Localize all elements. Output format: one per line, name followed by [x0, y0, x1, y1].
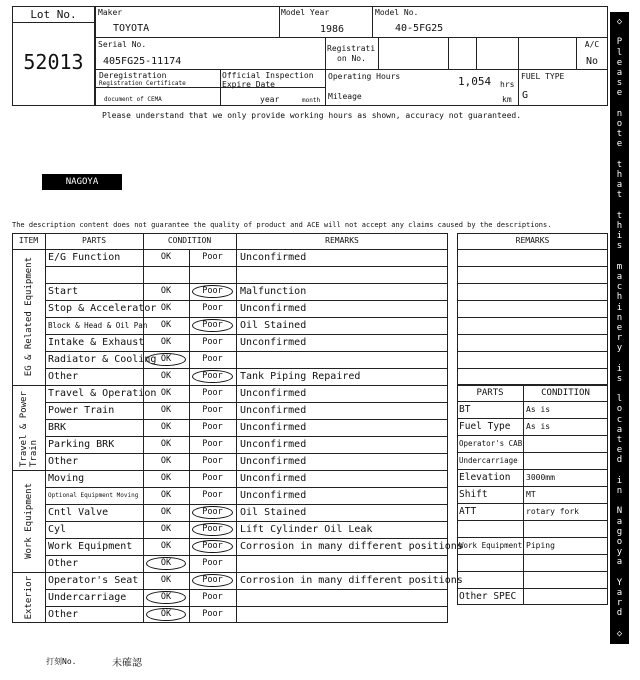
model-year-label: Model Year	[281, 8, 330, 17]
row-part-label: Travel & Operation	[48, 388, 157, 399]
ok-option: OK	[160, 405, 172, 415]
sidebar-char: e	[616, 139, 623, 150]
poor-option: Poor	[202, 286, 223, 296]
sidebar-char: r	[616, 598, 623, 609]
poor-circle-mark	[192, 285, 233, 298]
row-remark: Corrosion in many different positions	[240, 575, 463, 586]
sidebar-char: a	[616, 424, 623, 435]
spec-value: Piping	[526, 541, 555, 550]
ok-option: OK	[160, 439, 172, 449]
lot-no-label: Lot No.	[30, 8, 77, 21]
sidebar-char: y	[616, 343, 623, 354]
row-remark: Unconfirmed	[240, 252, 307, 263]
ok-option: OK	[160, 337, 172, 347]
row-part-label: Parking BRK	[48, 439, 115, 450]
remarks-row-line	[457, 317, 608, 318]
sidebar-char: s	[616, 78, 623, 89]
sidebar-char: ◇	[616, 628, 623, 639]
operating-hours-notice: Please understand that we only provide working hours as shown, accuracy not guaranteed.	[102, 111, 522, 120]
ok-option: OK	[160, 252, 172, 262]
row-part-label: Other	[48, 558, 79, 569]
ok-option: OK	[160, 558, 172, 568]
spec-part-label: Undercarriage	[459, 456, 518, 465]
poor-circle-mark	[192, 540, 233, 553]
sidebar-char: t	[616, 129, 623, 140]
poor-circle-mark	[192, 574, 233, 587]
sidebar-char: o	[616, 537, 623, 548]
col-parts-header: PARTS	[81, 236, 107, 245]
poor-option: Poor	[202, 524, 223, 534]
sidebar-char: l	[616, 394, 623, 405]
remarks-frame	[457, 233, 608, 385]
fuel-type-value: G	[522, 90, 529, 101]
remarks-row-line	[457, 368, 608, 369]
mileage-label: Mileage	[328, 92, 362, 101]
official-inspection-label-2: Expire Date	[222, 80, 275, 89]
row-remark: Unconfirmed	[240, 303, 307, 314]
sidebar-char: i	[616, 302, 623, 313]
table-col-line	[236, 233, 237, 623]
row-part-label: E/G Function	[48, 252, 121, 263]
sidebar-char: t	[616, 435, 623, 446]
sidebar-char: a	[616, 271, 623, 282]
row-part-label: Cyl	[48, 524, 67, 535]
row-part-label: Optional Equipment Moving	[48, 492, 139, 499]
spec-value: As is	[526, 405, 551, 414]
group-label: Travel & Power Train	[18, 391, 39, 467]
serial-no-value: 405FG25-11174	[103, 56, 182, 67]
ok-option: OK	[160, 609, 172, 619]
sidebar-char: a	[616, 557, 623, 568]
col-item-header: ITEM	[18, 236, 39, 245]
deregistration-label: Deregistration	[99, 71, 167, 80]
spec-part-label: Elevation	[459, 472, 511, 483]
poor-option: Poor	[202, 473, 223, 483]
poor-option: Poor	[202, 405, 223, 415]
group-label-cell	[12, 470, 45, 572]
poor-circle-mark	[192, 319, 233, 332]
sidebar-char: h	[616, 292, 623, 303]
poor-option: Poor	[202, 456, 223, 466]
ok-option: OK	[160, 490, 172, 500]
poor-option: Poor	[202, 388, 223, 398]
spec-part-label: BT	[459, 404, 471, 415]
spec-row-line	[457, 520, 608, 521]
row-remark: Unconfirmed	[240, 388, 307, 399]
row-part-label: BRK	[48, 422, 67, 433]
maker-label: Maker	[98, 8, 123, 17]
sidebar-char: h	[616, 220, 623, 231]
row-part-label: Power Train	[48, 405, 115, 416]
ac-label: A/C	[584, 40, 600, 49]
spec-value: rotary fork	[526, 507, 579, 516]
km-label: km	[502, 95, 512, 104]
row-remark: Unconfirmed	[240, 456, 307, 467]
row-line	[45, 606, 448, 607]
sidebar-char: m	[616, 261, 623, 272]
row-remark: Unconfirmed	[240, 337, 307, 348]
poor-option: Poor	[202, 371, 223, 381]
spec-part-label: Operator's CAB	[459, 439, 523, 448]
group-label: Exterior	[23, 575, 34, 620]
poor-option: Poor	[202, 439, 223, 449]
row-remark: Unconfirmed	[240, 422, 307, 433]
document-of-cema-label: document of CEMA	[104, 96, 162, 103]
spec-value: 3000mm	[526, 473, 555, 482]
year-label: year	[260, 95, 280, 104]
sidebar-char: a	[616, 588, 623, 599]
sidebar-char: N	[616, 506, 623, 517]
poor-option: Poor	[202, 558, 223, 568]
poor-option: Poor	[202, 320, 223, 330]
ok-option: OK	[160, 422, 172, 432]
sidebar-char: r	[616, 333, 623, 344]
poor-option: Poor	[202, 575, 223, 585]
spec-row-line	[457, 554, 608, 555]
row-remark: Lift Cylinder Oil Leak	[240, 524, 373, 535]
sidebar-char: l	[616, 47, 623, 58]
row-remark: Malfunction	[240, 286, 307, 297]
remarks-row-line	[457, 283, 608, 284]
ok-option: OK	[160, 507, 172, 517]
poor-circle-mark	[192, 523, 233, 536]
sidebar-char: o	[616, 118, 623, 129]
row-part-label: Work Equipment	[48, 541, 133, 552]
ok-option: OK	[160, 286, 172, 296]
group-label-cell	[12, 249, 45, 385]
ok-circle-mark	[146, 353, 186, 366]
row-part-label: Other	[48, 609, 79, 620]
sidebar-char: i	[616, 363, 623, 374]
remarks-row-line	[457, 266, 608, 267]
row-part-label: Other	[48, 371, 79, 382]
sidebar-char: ◇	[616, 17, 623, 27]
col-remarks-header: REMARKS	[325, 236, 359, 245]
ok-option: OK	[160, 320, 172, 330]
model-no-value: 40-5FG25	[395, 23, 444, 34]
row-part-label: Cntl Valve	[48, 507, 109, 518]
ok-option: OK	[160, 456, 172, 466]
poor-option: Poor	[202, 507, 223, 517]
ok-option: OK	[160, 303, 172, 313]
sidebar-char: t	[616, 210, 623, 221]
row-part-label: Moving	[48, 473, 85, 484]
sidebar-char: d	[616, 608, 623, 619]
remarks-row-line	[457, 334, 608, 335]
sidebar-char: a	[616, 516, 623, 527]
row-remark: Unconfirmed	[240, 439, 307, 450]
row-remark: Unconfirmed	[240, 405, 307, 416]
sidebar-char: c	[616, 414, 623, 425]
location-note-sidebar	[610, 12, 629, 644]
row-remark: Oil Stained	[240, 507, 307, 518]
poor-option: Poor	[202, 609, 223, 619]
serial-no-label: Serial No.	[98, 40, 147, 49]
sidebar-char: n	[616, 312, 623, 323]
row-part-label: Other	[48, 456, 79, 467]
disclaimer-text: The description content does not guarantee the quality of product and ACE will not accept any claims caused by the descriptions.	[12, 221, 552, 229]
row-part-label: Block & Head & Oil Pan	[48, 321, 148, 330]
row-line	[45, 266, 448, 267]
spec-part-label: Shift	[459, 489, 488, 500]
sidebar-char: a	[616, 180, 623, 191]
sidebar-char: P	[616, 37, 623, 48]
row-remark: Unconfirmed	[240, 490, 307, 501]
ok-option: OK	[160, 541, 172, 551]
ac-value: No	[585, 56, 599, 67]
poor-option: Poor	[202, 541, 223, 551]
poor-circle-mark	[192, 370, 233, 383]
row-part-label: Stop & Accelerator	[48, 303, 157, 314]
row-part-label: Intake & Exhaust	[48, 337, 145, 348]
row-line	[45, 555, 448, 556]
spec-parts-header: PARTS	[476, 388, 504, 398]
spec-value: MT	[526, 490, 536, 499]
row-remark: Tank Piping Repaired	[240, 371, 361, 382]
group-label: Work Equipment	[23, 483, 34, 559]
poor-circle-mark	[192, 506, 233, 519]
operating-hours-label: Operating Hours	[328, 72, 401, 81]
sidebar-char: s	[616, 241, 623, 252]
lot-no-value: 52013	[23, 50, 84, 74]
ok-option: OK	[160, 354, 172, 364]
sidebar-char: y	[616, 547, 623, 558]
model-year-value: 1986	[320, 24, 345, 35]
row-part-label: Operator's Seat	[48, 575, 139, 586]
row-remark: Corrosion in many different positions	[240, 541, 463, 552]
registration-no-label-2: on No.	[337, 54, 366, 63]
poor-option: Poor	[202, 337, 223, 347]
row-part-label: Radiator & Cooling	[48, 354, 157, 365]
group-label: EG & Related Equipment	[23, 257, 34, 377]
row-remark: Oil Stained	[240, 320, 307, 331]
ok-option: OK	[160, 388, 172, 398]
spec-value: As is	[526, 422, 551, 431]
sidebar-char: i	[616, 475, 623, 486]
row-part-label: Undercarriage	[48, 592, 127, 603]
sidebar-char: s	[616, 373, 623, 384]
group-label-cell	[12, 385, 45, 470]
stamp-no-label: 打刻No.	[46, 657, 77, 666]
poor-option: Poor	[202, 303, 223, 313]
spec-part-label: Other SPEC	[459, 591, 517, 602]
stamp-no-value: 未確認	[112, 658, 142, 669]
ok-circle-mark	[146, 557, 186, 570]
group-label-cell	[12, 572, 45, 623]
ok-option: OK	[160, 592, 172, 602]
sidebar-char: d	[616, 455, 623, 466]
spec-condition-header: CONDITION	[541, 388, 590, 398]
row-remark: Unconfirmed	[240, 473, 307, 484]
row-part-label: Start	[48, 286, 79, 297]
remarks-header: REMARKS	[515, 236, 550, 245]
remarks-row-line	[457, 300, 608, 301]
official-inspection-label-1: Official Inspection	[222, 71, 314, 80]
ok-circle-mark	[146, 591, 186, 604]
sidebar-char: a	[616, 67, 623, 78]
model-no-label: Model No.	[375, 8, 419, 17]
sidebar-char: t	[616, 159, 623, 170]
poor-option: Poor	[202, 422, 223, 432]
fuel-type-label: FUEL TYPE	[521, 72, 565, 81]
sidebar-char: o	[616, 404, 623, 415]
spec-part-label: Work Equipment	[459, 541, 523, 550]
sidebar-char: n	[616, 108, 623, 119]
remarks-row-line	[457, 351, 608, 352]
spec-part-label: Fuel Type	[459, 421, 511, 432]
sidebar-char: c	[616, 282, 623, 293]
hrs-label: hrs	[500, 80, 515, 89]
sidebar-char: h	[616, 169, 623, 180]
ok-option: OK	[160, 575, 172, 585]
operating-hours-value: 1,054	[458, 75, 492, 88]
poor-option: Poor	[202, 592, 223, 602]
registration-no-label-1: Registrati	[327, 44, 376, 53]
registration-certificate-label: Registration Certificate	[99, 80, 186, 87]
maker-value: TOYOTA	[113, 23, 150, 34]
location-badge: NAGOYA	[42, 174, 122, 190]
sidebar-char: e	[616, 445, 623, 456]
spec-row-line	[457, 571, 608, 572]
col-condition-header: CONDITION	[167, 236, 212, 245]
spec-part-label: ATT	[459, 506, 477, 517]
poor-option: Poor	[202, 354, 223, 364]
month-label: month	[302, 97, 321, 104]
ok-option: OK	[160, 473, 172, 483]
sidebar-char: e	[616, 88, 623, 99]
sidebar-char: e	[616, 322, 623, 333]
poor-option: Poor	[202, 252, 223, 262]
sidebar-char: t	[616, 190, 623, 201]
ok-option: OK	[160, 524, 172, 534]
table-col-line	[45, 233, 46, 623]
poor-option: Poor	[202, 490, 223, 500]
sidebar-char: Y	[616, 577, 623, 588]
ok-option: OK	[160, 371, 172, 381]
ok-circle-mark	[146, 608, 186, 621]
sidebar-char: e	[616, 57, 623, 68]
sidebar-char: n	[616, 486, 623, 497]
sidebar-char: g	[616, 526, 623, 537]
sidebar-char: i	[616, 231, 623, 242]
remarks-row-line	[457, 249, 608, 250]
